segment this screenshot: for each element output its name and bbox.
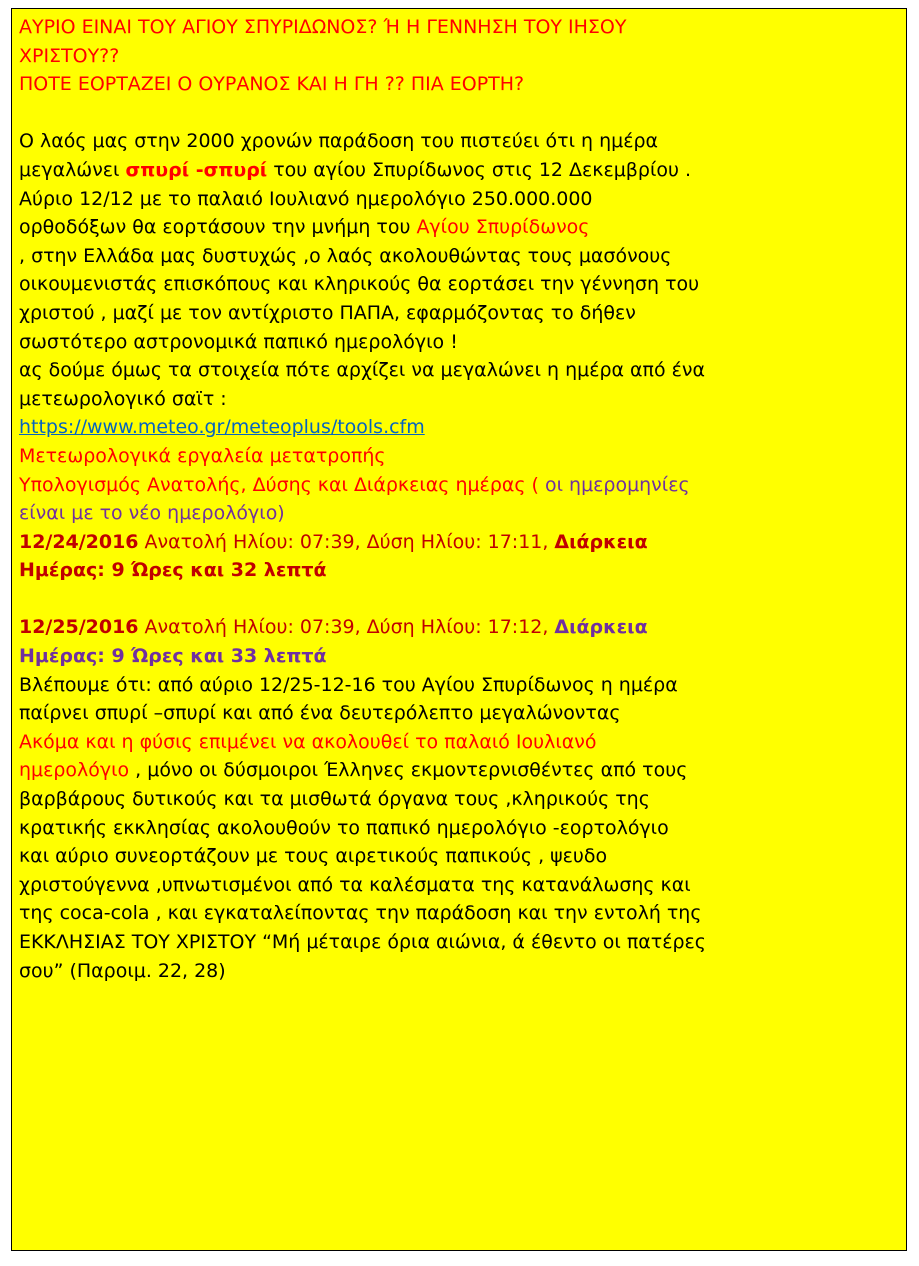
entry-line [19, 528, 897, 557]
entry-date: 12/24/2016 [19, 530, 139, 553]
blank-line [19, 99, 898, 128]
text-span: μεγαλώνει [19, 158, 126, 181]
text-line: σου” (Παροιμ. 22, 28) [19, 959, 226, 982]
text-line: Βλέπουμε ότι: από αύριο 12/25-12-16 του Αγίου Σπυρίδωνος η ημέρα [19, 673, 678, 696]
text-line [19, 471, 897, 500]
meteo-link[interactable]: https://www.meteo.gr/meteoplus/tools.cfm [19, 416, 425, 439]
text-line: είναι με το νέο ημερολόγιο) [19, 502, 285, 525]
text-line: Μετεωρολογικά εργαλεία μετατροπής [19, 444, 386, 467]
text-span: οι ημερομηνίες [544, 473, 690, 496]
text-line: βαρβάρους δυτικούς και τα μισθωτά όργανα τους ,κληρικούς της [19, 788, 650, 811]
entry-times: Ανατολή Ηλίου: 07:39, Δύση Ηλίου: 17:12, [138, 616, 555, 639]
entry-duration: Ημέρας: 9 Ώρες και 33 λεπτά [19, 645, 327, 668]
text-span: ( [531, 473, 545, 496]
text-line: Ο λαός μας στην 2000 χρονών παράδοση του πιστεύει ότι η ημέρα [19, 130, 659, 153]
link-line [19, 413, 897, 442]
entry-times: Ανατολή Ηλίου: 07:39, Δύση Ηλίου: 17:11, [138, 530, 555, 553]
heading-line: ΑΥΡΙΟ ΕΙΝΑΙ ΤΟΥ ΑΓΙΟΥ ΣΠΥΡΙΔΩΝΟΣ? Ή Η ΓΕΝΝΗΣΗ ΤΟΥ ΙΗΣΟΥ [19, 16, 627, 38]
text-span: Υπολογισμός Ανατολής, Δύσης και Διάρκειας ημέρας [19, 473, 532, 496]
text-line: ας δούμε όμως τα στοιχεία πότε αρχίζει να μεγαλώνει η ημέρα από ένα [19, 359, 705, 382]
text-line: χριστού , μαζί με τον αντίχριστο ΠΑΠΑ, εφαρμόζοντας το δήθεν [19, 301, 636, 324]
entry-line [19, 613, 897, 642]
saint-name: Αγίου Σπυρίδωνος [416, 216, 590, 239]
text-line: κρατικής εκκλησίας ακολουθούν το παπικό ημερολόγιο -εορτολόγιο [19, 816, 669, 839]
text-line [19, 756, 897, 785]
text-line: οικουμενιστάς επισκόπους και κληρικούς θα εορτάσει την γέννηση του [19, 273, 700, 296]
text-line: , στην Ελλάδα μας δυστυχώς ,ο λαός ακολουθώντας τους μασόνους [19, 244, 672, 267]
text-span: , μόνο οι δύσμοιροι Έλληνες εκμοντερνισθέντες από τους [129, 759, 688, 782]
heading-line: ΧΡΙΣΤΟΥ?? [19, 44, 120, 67]
text-line: Αύριο 12/12 με το παλαιό Ιουλιανό ημερολόγιο 250.000.000 [19, 187, 593, 210]
text-line: ΕΚΚΛΗΣΙΑΣ ΤΟΥ ΧΡΙΣΤΟΥ “Μή μέταιρε όρια αιώνια, ά έθεντο οι πατέρες [19, 931, 706, 953]
heading-line: ΠΟΤΕ ΕΟΡΤΑΖΕΙ Ο ΟΥΡΑΝΟΣ ΚΑΙ Η ΓΗ ?? ΠΙΑ ΕΟΡΤΗ? [19, 73, 525, 96]
text-line: και αύριο συνεορτάζουν με τους αιρετικούς παπικούς , ψευδο [19, 845, 608, 868]
text-line: χριστούγεννα ,υπνωτισμένοι από τα καλέσματα της κατανάλωσης και [19, 873, 691, 896]
text-span: ορθοδόξων θα εορτάσουν την μνήμη του [19, 216, 417, 239]
text-line: Ακόμα και η φύσις επιμένει να ακολουθεί το παλαιό Ιουλιανό [19, 730, 597, 753]
highlight-text: σπυρί -σπυρί [125, 158, 268, 181]
entry-duration: Διάρκεια [554, 616, 648, 639]
entry-date: 12/25/2016 [19, 616, 139, 639]
text-line: παίρνει σπυρί –σπυρί και από ένα δευτερόλεπτο μεγαλώνοντας [19, 702, 621, 725]
text-line [19, 213, 897, 242]
document-page [11, 8, 907, 1251]
entry-duration: Ημέρας: 9 Ώρες και 32 λεπτά [19, 559, 327, 582]
text-line: μετεωρολογικό σαϊτ : [19, 387, 227, 410]
entry-duration: Διάρκεια [554, 530, 648, 553]
text-span: ημερολόγιο [19, 759, 130, 782]
text-span: του αγίου Σπυρίδωνος στις 12 Δεκεμβρίου . [267, 158, 692, 181]
text-line: σωστότερο αστρονομικά παπικό ημερολόγιο ! [19, 330, 458, 353]
blank-line [19, 585, 898, 614]
text-line: της coca-cola , και εγκαταλείποντας την παράδοση και την εντολή της [19, 902, 702, 925]
text-line [19, 156, 897, 185]
